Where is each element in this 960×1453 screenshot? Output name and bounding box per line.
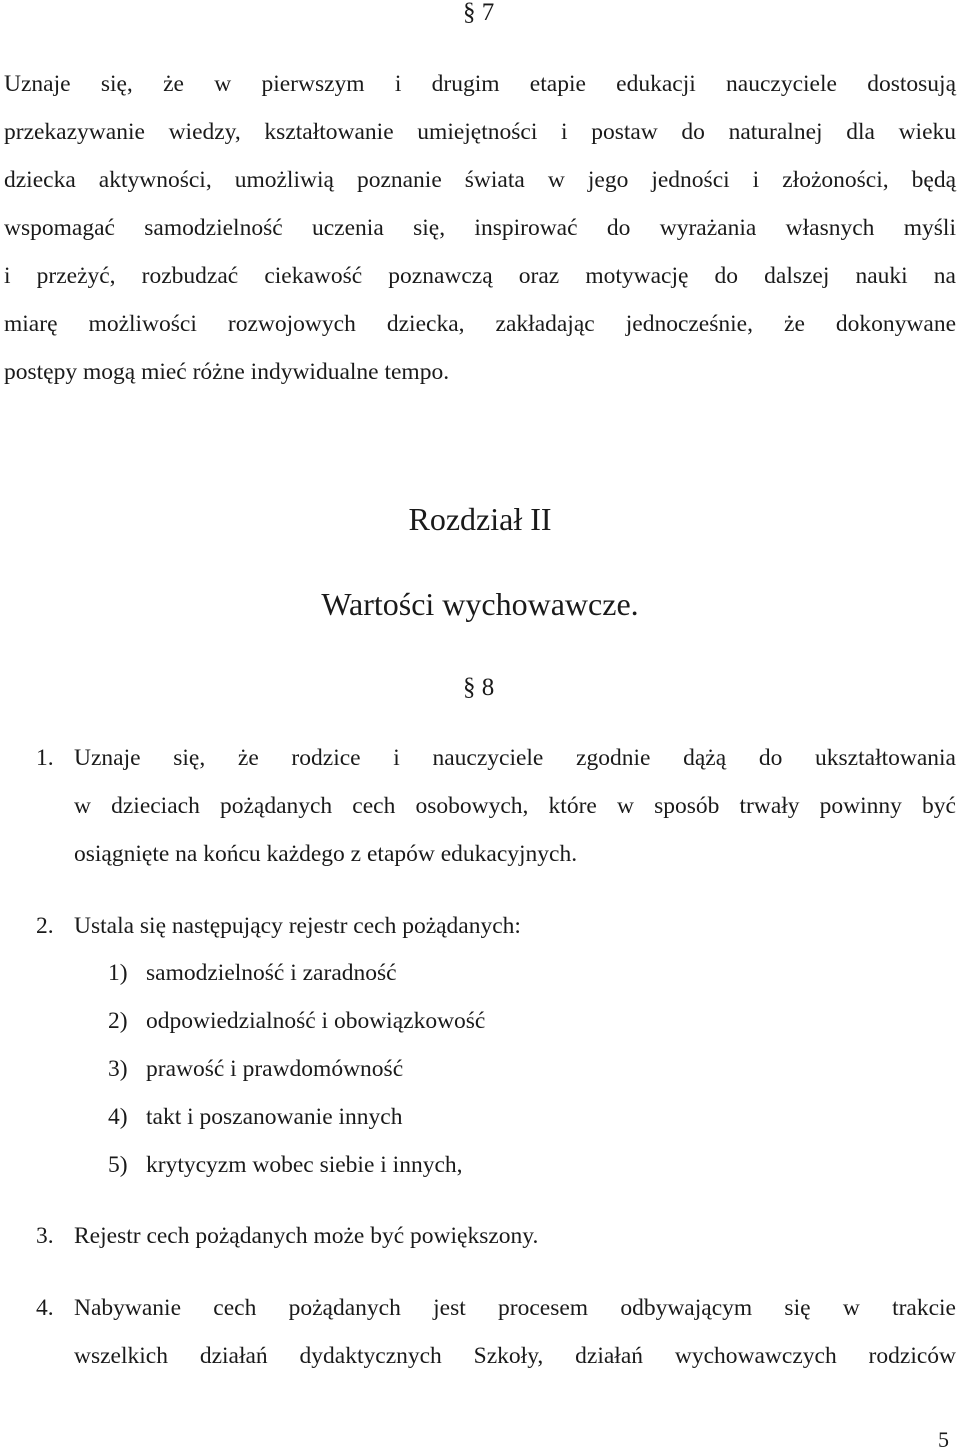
item-line: wszelkich działań dydaktycznych Szkoły, działań wychowawczych rodziców: [74, 1343, 956, 1369]
paragraph-line: Uznaje się, że w pierwszym i drugim etapie edukacji nauczyciele dostosują: [4, 71, 956, 97]
section-8-heading: § 8: [463, 674, 495, 701]
item-line: Uznaje się, że rodzice i nauczyciele zgodnie dążą do ukształtowania: [74, 745, 956, 771]
trait-text: takt i poszanowanie innych: [146, 1104, 403, 1130]
item-number: 4.: [36, 1295, 54, 1321]
trait-text: samodzielność i zaradność: [146, 960, 397, 986]
item-line: w dzieciach pożądanych cech osobowych, które w sposób trwały powinny być: [74, 793, 956, 819]
trait-item: [108, 1093, 485, 1141]
chapter-title: Rozdział II: [408, 501, 552, 537]
trait-number: 1): [108, 960, 128, 986]
item-body: [74, 902, 956, 950]
trait-number: 2): [108, 1008, 128, 1034]
item-line: Nabywanie cech pożądanych jest procesem odbywającym się w trakcie: [74, 1295, 956, 1321]
paragraph-line: i przeżyć, rozbudzać ciekawość poznawczą oraz motywację do dalszej nauki na: [4, 263, 956, 289]
item-line: osiągnięte na końcu każdego z etapów edukacyjnych.: [74, 841, 578, 867]
section-7-heading: § 7: [463, 0, 495, 26]
item-body: [74, 734, 956, 878]
paragraph-line: przekazywanie wiedzy, kształtowanie umiejętności i postaw do naturalnej dla wieku: [4, 119, 956, 145]
trait-text: krytycyzm wobec siebie i innych,: [146, 1152, 463, 1178]
item-line: Ustala się następujący rejestr cech pożądanych:: [74, 913, 521, 939]
item-number: 3.: [36, 1223, 54, 1249]
chapter-subtitle: Wartości wychowawcze.: [321, 586, 639, 622]
item-body: [74, 1212, 956, 1260]
trait-item: [108, 949, 485, 997]
item-line: Rejestr cech pożądanych może być powiększony.: [74, 1223, 539, 1249]
paragraph-line: wspomagać samodzielność uczenia się, inspirować do wyrażania własnych myśli: [4, 215, 956, 241]
item-number: 2.: [36, 913, 54, 939]
trait-number: 3): [108, 1056, 128, 1082]
trait-text: prawość i prawdomówność: [146, 1056, 404, 1082]
page-number: 5: [938, 1427, 949, 1452]
trait-item: [108, 1045, 485, 1093]
intro-paragraph: [4, 60, 956, 396]
item-number: 1.: [36, 745, 54, 771]
traits-list: [108, 949, 485, 1189]
paragraph-line: dziecka aktywności, umożliwią poznanie świata w jego jedności i złożoności, będą: [4, 167, 956, 193]
trait-item: [108, 1141, 485, 1189]
paragraph-line: postępy mogą mieć różne indywidualne tempo.: [4, 359, 450, 385]
trait-number: 4): [108, 1104, 128, 1130]
item-body: [74, 1284, 956, 1380]
trait-number: 5): [108, 1152, 128, 1178]
trait-item: [108, 997, 485, 1045]
paragraph-line: miarę możliwości rozwojowych dziecka, zakładając jednocześnie, że dokonywane: [4, 311, 956, 337]
trait-text: odpowiedzialność i obowiązkowość: [146, 1008, 486, 1034]
